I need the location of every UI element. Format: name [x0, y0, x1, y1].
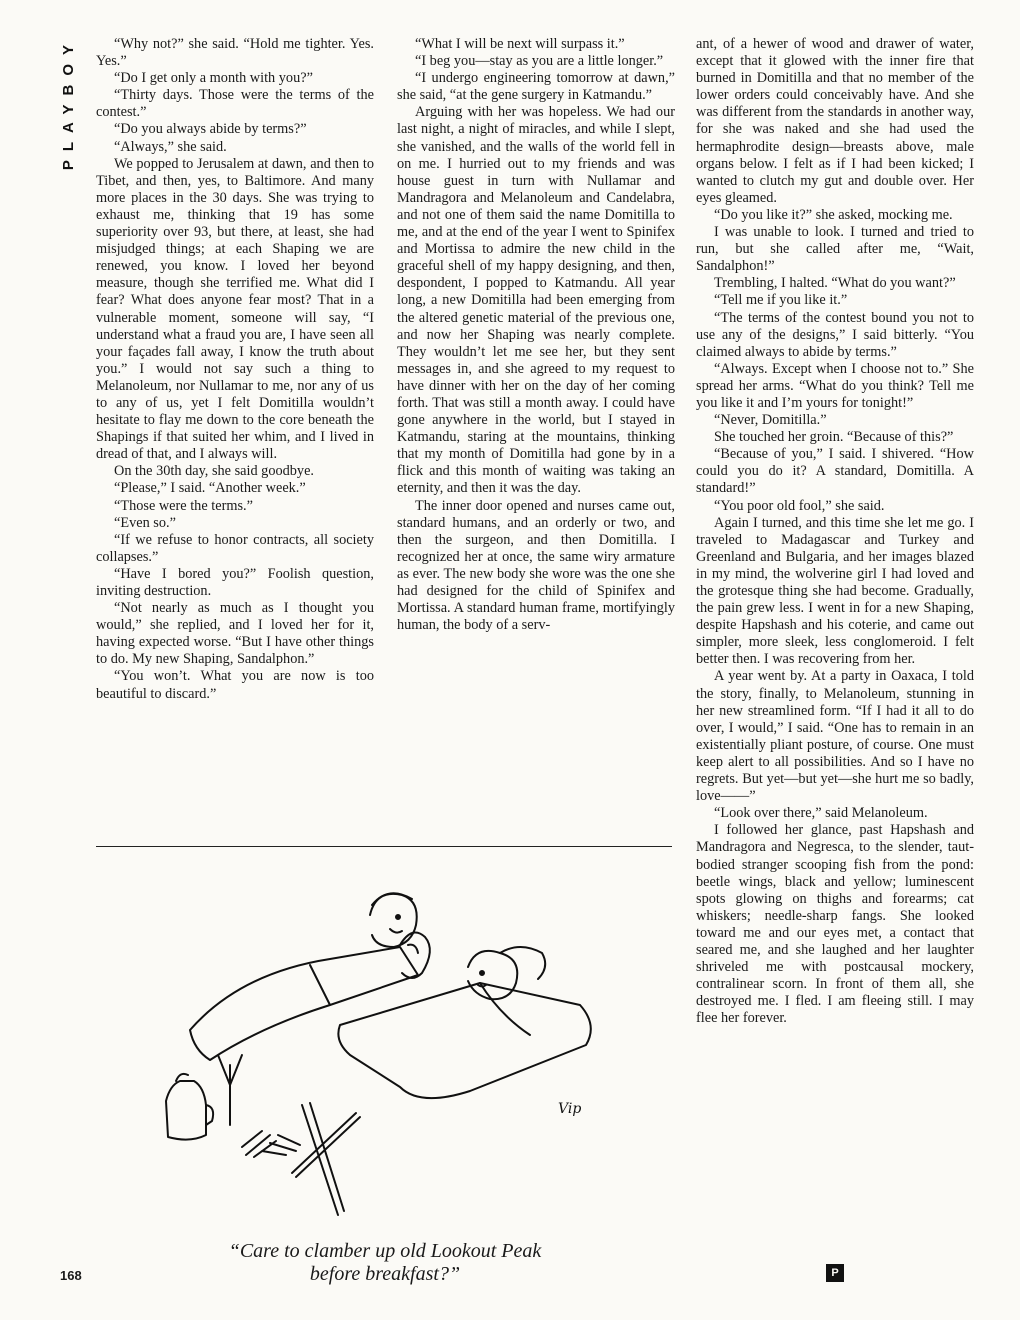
paragraph: “Thirty days. Those were the terms of the contest.”	[96, 87, 374, 121]
text-column-1	[96, 36, 374, 703]
caption-line-1: “Care to clamber up old Lookout Peak	[228, 1240, 542, 1262]
cartoon-divider-rule	[96, 846, 672, 847]
sleeping-bag-right	[338, 983, 590, 1098]
paragraph: “Always. Except when I choose not to.” She spread her arms. “What do you think? Tell me you like it and I’m yours for tonight!”	[696, 360, 974, 411]
paragraph: Again I turned, and this time she let me go. I traveled to Madagascar and Turkey and Greenland and Bulgaria, and her images blazed in my mind, the wolverine girl I had loved and the grotesque thing she had become. Gradually, the pain grew less. I went in for a new Shaping, despite Hapshash and his coterie, and came out simpler, more sleek, less conglomeroid. I felt better then. I was recovering from her.	[696, 514, 974, 668]
paragraph: “Because of you,” I said. I shivered. “How could you do it? A standard, Domitilla. A standard!”	[696, 446, 974, 497]
paragraph: “Do I get only a month with you?”	[114, 70, 313, 87]
paragraph: “I beg you—stay as you are a little longer.”	[415, 53, 664, 70]
paragraph: Arguing with her was hopeless. We had our last night, a night of miracles, and while I slept, she vanished, and the walls of the world fell in on me. I hurried out to my friends and was house guest in turn with Nullamar and Mandragora and Melanoleum and Candelabra, and not one of them said the name Domitilla to me, and at the end of the year I went to Spinifex and Mortissa to admire the new child in the graceful shell of my happy designing, and then, despondent, I popped to Katmandu. All year long, a new Domitilla had been emerging from the altered genetic material of the previous one, and now her Shaping was nearly complete. They wouldn’t let me see her, but they sent messages in, and she agreed to my request to have dinner with her on the day of her coming forth. That was still a month away. I could have gone anywhere in the world, but I stayed in Katmandu, staring at the mountains, thinking that my month of Domitilla had gone by in a flick and this month of waiting was taking an eternity, and then it was the day.	[397, 104, 675, 497]
paragraph: “The terms of the contest bound you not to use any of the designs,” I said bitterly. “You claimed always to abide by terms.”	[696, 309, 974, 360]
paragraph: Trembling, I halted. “What do you want?”	[714, 275, 956, 292]
paragraph: “Do you like it?” she asked, mocking me.	[714, 206, 953, 223]
rabbit-end-mark-icon: P	[826, 1264, 844, 1282]
paragraph: I was unable to look. I turned and tried to run, but she called after me, “Wait, Sandalphon!”	[696, 224, 974, 275]
paragraph: The inner door opened and nurses came out, standard humans, and an orderly or two, and then the surgeon, and then Domitilla. I recognized her at once, the same wiry armature as ever. The new body she wore was the one she had designed for the child of Spinifex and Mortissa. A standard human frame, mortifyingly human, the body of a serv-	[397, 497, 675, 634]
paragraph: “Please,” I said. “Another week.”	[114, 480, 306, 497]
paragraph: “Have I bored you?” Foolish question, inviting destruction.	[96, 565, 374, 599]
coffee-pot-icon	[166, 1081, 206, 1140]
paragraph: “Never, Domitilla.”	[714, 412, 827, 429]
man-head	[370, 894, 417, 947]
magazine-masthead: PLAYBOY	[60, 36, 77, 171]
paragraph: “Not nearly as much as I thought you would,” she replied, and I loved her for it, having expected worse. “But I have other things to do. My new Shaping, Sandalphon.”	[96, 600, 374, 668]
paragraph: “Tell me if you like it.”	[714, 292, 848, 309]
paragraph: “You poor old fool,” she said.	[714, 497, 885, 514]
paragraph: We popped to Jerusalem at dawn, and then to Tibet, and then, yes, to Baltimore. And many more places in the 30 days. She was trying to exhaust me, thinking that 19 has some superiority over 93, but there, at least, she had misjudged things; at each Shaping we are renewed, you know. I loved her beyond measure, though she terrified me. What did I fear? What does anyone fear most? That in a vulnerable moment, someone will say, “I understand what a fraud you are, I have seen all your façades fall away, I know the truth about you.” I would not say such a thing to Melanoleum, nor Nullamar to me, nor any of us to any of us, yet I felt Domitilla wouldn’t hesitate to flay me down to the core beneath the Shapings if that suited her whim, and I lived in dread of that, and I always will.	[96, 155, 374, 463]
paragraph: “If we refuse to honor contracts, all society collapses.”	[96, 531, 374, 565]
paragraph: “You won’t. What you are now is too beautiful to discard.”	[96, 668, 374, 702]
paragraph: A year went by. At a party in Oaxaca, I told the story, finally, to Melanoleum, stunning in her new streamlined form. “If I had it all to do over, I would,” I said. “One has to remain in an existentially pliant posture, of course. One must keep alert to all possibilities. And so I have no regrets. But yet—but yet—she hurt me so badly, love——”	[696, 668, 974, 805]
paragraph: ant, of a hewer of wood and drawer of water, except that it glowed with the inner fire that burned in Domitilla and that no member of the lower orders could conceivably have. And she was different from the standards in another way, for she was naked and she had used the hermaphrodite design—breasts above, male organs below. I felt as if I had been kicked; I wanted to clutch my gut and double over. Her eyes gleamed.	[696, 36, 974, 206]
paragraph: “Those were the terms.”	[114, 497, 253, 514]
campfire-icon	[242, 1131, 300, 1157]
forked-stick	[218, 1055, 242, 1125]
paragraph: “Even so.”	[114, 514, 176, 531]
paragraph: She touched her groin. “Because of this?”	[714, 429, 954, 446]
paragraph: “Do you always abide by terms?”	[114, 121, 307, 138]
paragraph: On the 30th day, she said goodbye.	[114, 463, 314, 480]
paragraph: “Look over there,” said Melanoleum.	[714, 805, 928, 822]
cartoon-illustration	[150, 855, 620, 1235]
paragraph: “Always,” she said.	[114, 138, 227, 155]
cartoonist-signature: Vip	[558, 1101, 582, 1117]
paragraph: I followed her glance, past Hapshash and Mandragora and Negresca, to the slender, taut-bodied stranger scooping fish from the pond: beetle wings, black and yellow; luminescent spots glowing on thighs and forearms; cat whiskers; needle-sharp fangs. She looked toward me and our eyes met, a contact that seared me, and she laughed and her laughter shriveled me with postcausal mockery, contralinear scorn. In front of them all, she destroyed me. I fled. I am fleeing still. I may flee her forever.	[696, 822, 974, 1027]
cartoon-caption	[150, 1240, 620, 1286]
caption-line-2: before breakfast?”	[309, 1263, 461, 1285]
sleeping-bag-left	[190, 947, 418, 1060]
text-column-2	[397, 36, 675, 634]
paragraph: “Why not?” she said. “Hold me tighter. Yes. Yes.”	[96, 36, 374, 70]
paragraph: “What I will be next will surpass it.”	[415, 36, 625, 52]
page-number: 168	[60, 1268, 82, 1283]
paragraph: “I undergo engineering tomorrow at dawn,” she said, “at the gene surgery in Katmandu.”	[397, 70, 675, 104]
woman-head	[468, 951, 517, 999]
crossed-sticks	[292, 1103, 360, 1215]
text-column-3	[696, 36, 974, 1027]
